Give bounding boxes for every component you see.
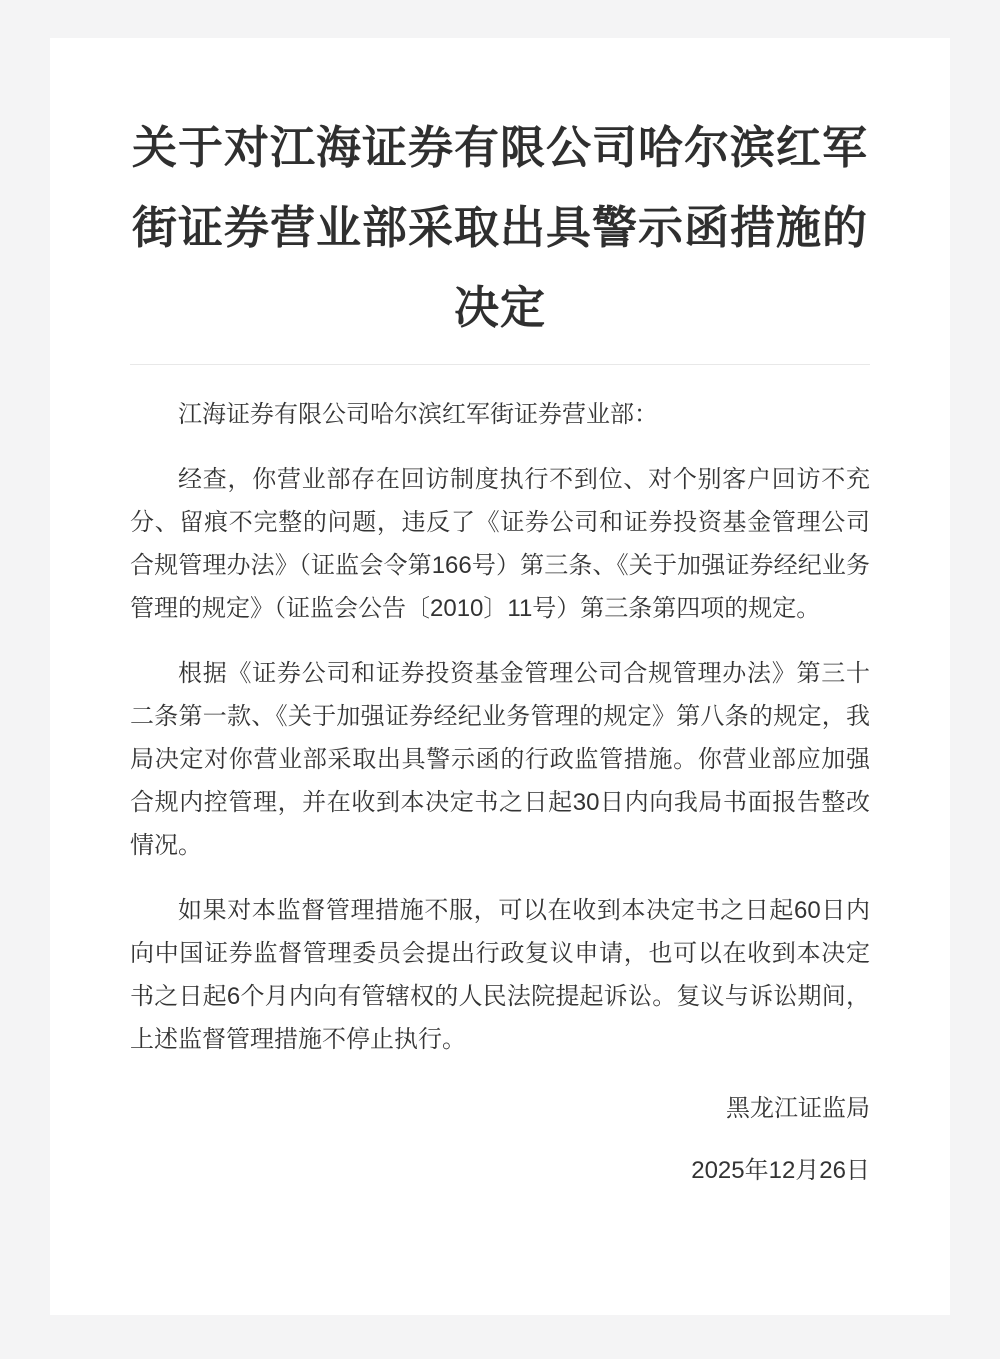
- document-body: [130, 393, 870, 1192]
- body-paragraph-2: 根据《证券公司和证券投资基金管理公司合规管理办法》第三十二条第一款、《关于加强证券经纪业务管理的规定》第八条的规定，我局决定对你营业部采取出具警示函的行政监管措施。你营业部应加强合规内控管理，并在收到本决定书之日起30日内向我局书面报告整改情况。: [130, 660, 870, 859]
- document-title: 关于对江海证券有限公司哈尔滨红军街证券营业部采取出具警示函措施的决定: [131, 122, 868, 333]
- document-card: [50, 38, 950, 1315]
- body-paragraph-3: 如果对本监督管理措施不服，可以在收到本决定书之日起60日内向中国证券监督管理委员会提出行政复议申请，也可以在收到本决定书之日起6个月内向有管辖权的人民法院提起诉讼。复议与诉讼期间，上述监督管理措施不停止执行。: [130, 897, 870, 1053]
- document-date: 2025年12月26日: [691, 1157, 870, 1184]
- title-divider: [130, 364, 870, 365]
- salutation: 江海证券有限公司哈尔滨红军街证券营业部：: [178, 401, 658, 428]
- body-paragraph-1: 经查，你营业部存在回访制度执行不到位、对个别客户回访不充分、留痕不完整的问题，违反了《证券公司和证券投资基金管理公司合规管理办法》（证监会令第166号）第三条、《关于加强证券经纪业务管理的规定》（证监会公告〔2010〕11号）第三条第四项的规定。: [130, 466, 870, 622]
- issuer-signature: 黑龙江证监局: [726, 1095, 870, 1122]
